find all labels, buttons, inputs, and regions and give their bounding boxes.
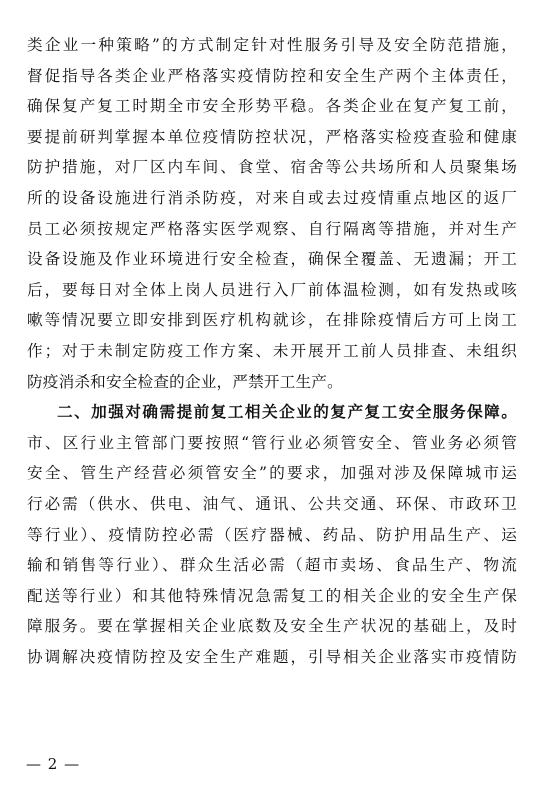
text-line: 输和销售等行业）、群众生活必需（超市卖场、食品生产、物流 <box>27 556 517 575</box>
page-number: — 2 — <box>26 755 81 773</box>
text-line: 要提前研判掌握本单位疫情防控状况，严格落实检疫查验和健康 <box>27 127 517 146</box>
text-line: 设备设施及作业环境进行安全检查，确保全覆盖、无遗漏；开工 <box>27 250 517 269</box>
text-line: 市、区行业主管部门要按照“管行业必须管安全、管业务必须管 <box>27 433 517 452</box>
text-line: 员工必须按规定严格落实医学观察、自行隔离等措施，并对生产 <box>27 219 517 238</box>
text-line: 后，要每日对全体上岗人员进行入厂前体温检测，如有发热或咳 <box>27 280 517 299</box>
text-line: 嗽等情况要立即安排到医疗机构就诊，在排除疫情后方可上岗工 <box>27 311 517 330</box>
text-line: 防护措施，对厂区内车间、食堂、宿舍等公共场所和人员聚集场 <box>27 158 517 177</box>
text-line: 配送等行业）和其他特殊情况急需复工的相关企业的安全生产保 <box>27 586 517 605</box>
text-line: 行必需（供水、供电、油气、通讯、公共交通、环保、市政环卫 <box>27 494 517 513</box>
text-line: 防疫消杀和安全检查的企业，严禁开工生产。 <box>27 372 343 391</box>
text-line: 督促指导各类企业严格落实疫情防控和安全生产两个主体责任， <box>27 66 517 85</box>
document-body <box>27 30 517 672</box>
text-line: 等行业）、疫情防控必需（医疗器械、药品、防护用品生产、运 <box>27 525 517 544</box>
text-line: 协调解决疫情防控及安全生产难题，引导相关企业落实市疫情防 <box>27 647 517 666</box>
text-line: 类企业一种策略”的方式制定针对性服务引导及安全防范措施， <box>27 36 517 54</box>
text-line: 所的设备设施进行消杀防疫，对来自或去过疫情重点地区的返厂 <box>27 188 517 207</box>
text-line: 障服务。要在掌握相关企业底数及安全生产状况的基础上，及时 <box>27 617 517 636</box>
text-line: 安全、管生产经营必须管安全”的要求，加强对涉及保障城市运 <box>27 464 517 483</box>
section-heading: 二、加强对确需提前复工相关企业的复产复工安全服务保障。 <box>57 403 517 422</box>
text-line: 作；对于未制定防疫工作方案、未开展开工前人员排查、未组织 <box>27 341 517 360</box>
text-line: 确保复产复工时期全市安全形势平稳。各类企业在复产复工前， <box>27 97 517 116</box>
